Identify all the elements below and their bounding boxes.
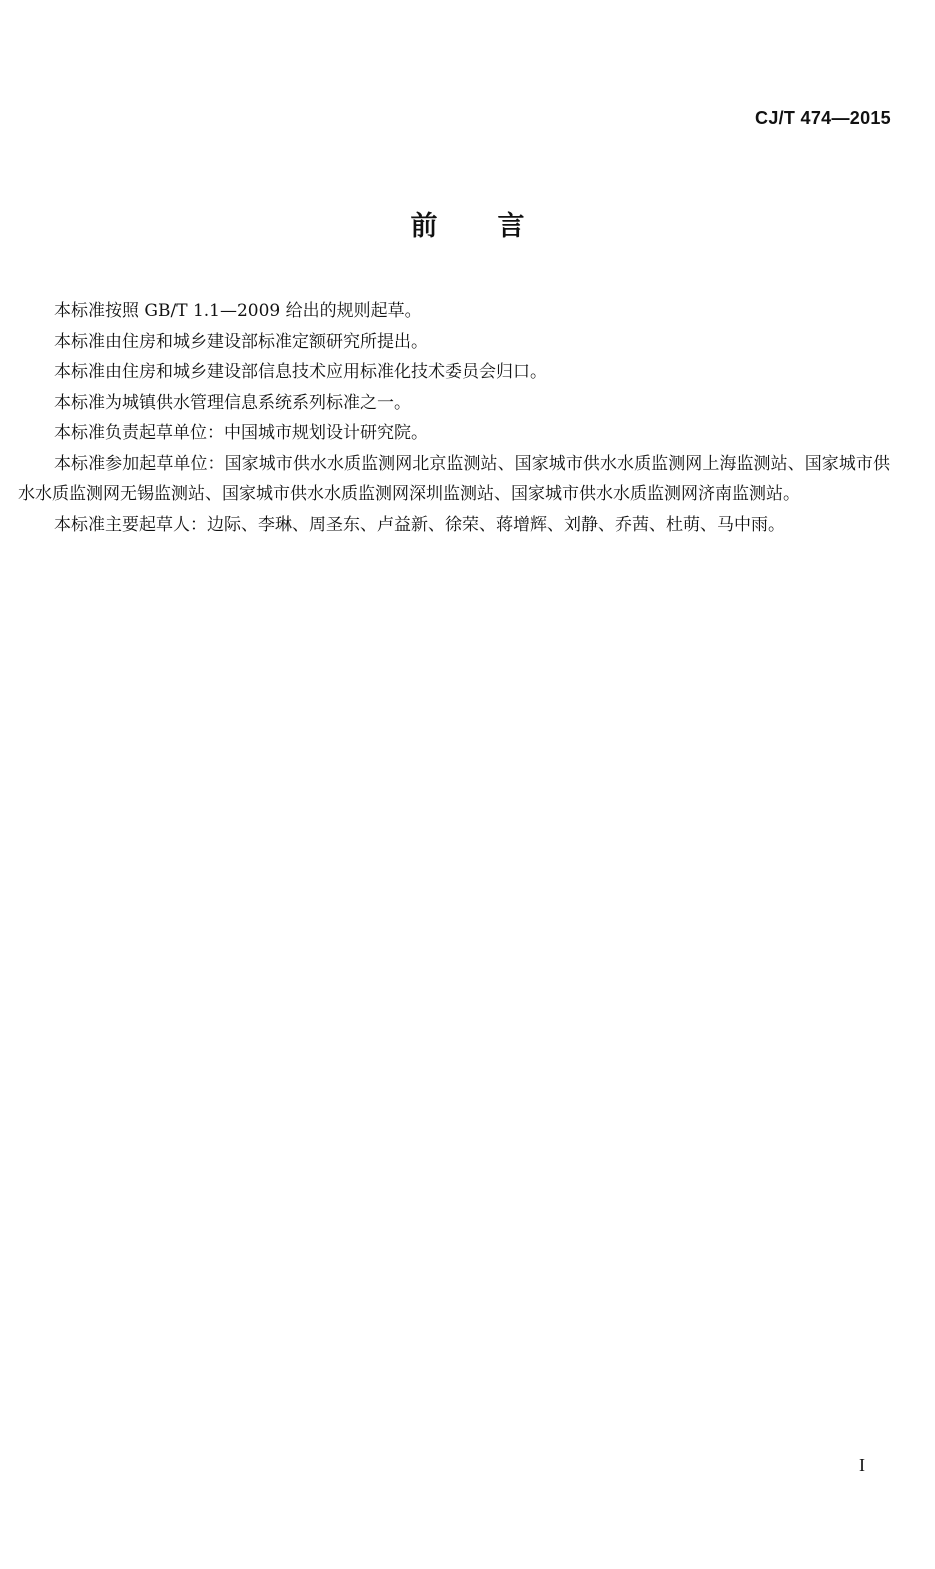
paragraph-series: 本标准为城镇供水管理信息系统系列标准之一。: [54, 392, 411, 413]
paragraph-main-drafters: 本标准主要起草人：边际、李琳、周圣东、卢益新、徐荣、蒋增辉、刘静、乔茜、杜萌、马中雨。: [54, 514, 785, 535]
standard-code: CJ/T 474—2015: [755, 108, 891, 128]
document-body: [18, 296, 890, 540]
paragraph-proposer: 本标准由住房和城乡建设部标准定额研究所提出。: [54, 331, 428, 352]
paragraph-drafting-rules: 本标准按照 GB/T 1.1—2009 给出的规则起草。: [54, 301, 422, 321]
paragraph-lead-drafter: 本标准负责起草单位：中国城市规划设计研究院。: [54, 423, 428, 443]
paragraph-participating-drafters: 本标准参加起草单位：国家城市供水水质监测网北京监测站、国家城市供水水质监测网上海监测站、国家城市供水水质监测网无锡监测站、国家城市供水水质监测网深圳监测站、国家城市供水水质监测网济南监测站。: [18, 453, 890, 504]
page-title: 前言: [410, 211, 585, 242]
paragraph-administrator: 本标准由住房和城乡建设部信息技术应用标准化技术委员会归口。: [54, 362, 547, 382]
page-number: I: [859, 1455, 865, 1475]
